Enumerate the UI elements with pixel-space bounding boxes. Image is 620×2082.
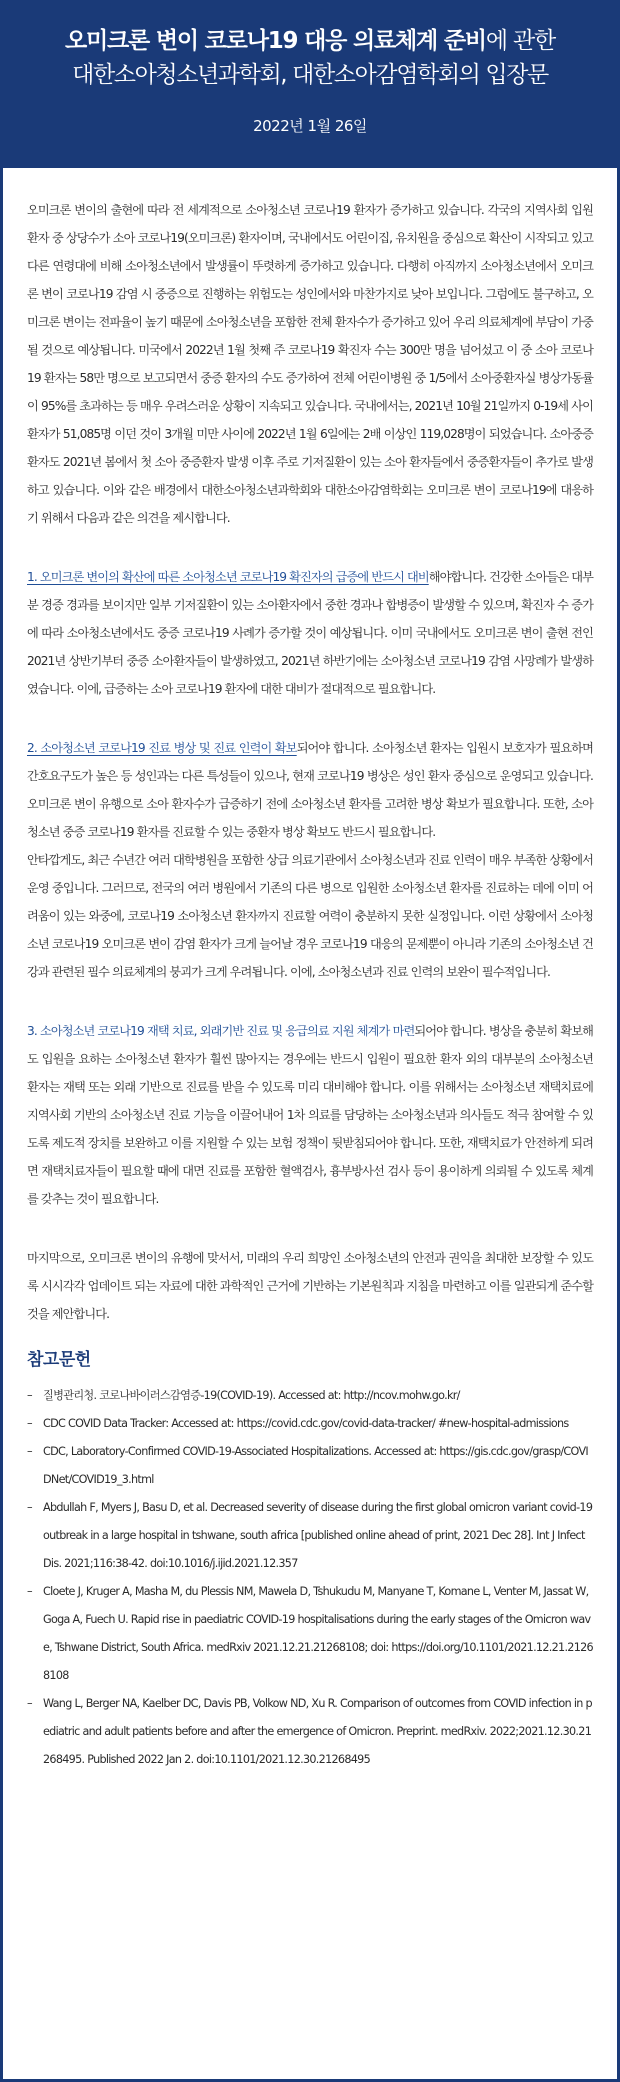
- references-list: [27, 1382, 593, 1774]
- section-3-tail: 되어야: [414, 1024, 447, 1038]
- section-3-body: 합니다. 병상을 충분히 확보해도 입원을 요하는 소아청소년 환자가 훨씬 많아지는 경우에는 반드시 입원이 필요한 환자 외의 대부분의 소아청소년 환자는 재택 또는 외래 기반으로 진료를 받을 수 있도록 미리 대비해야 합니다. 이를 위해서는 소아청소년 재택치료에 지역사회 기반의 소아청소년 진료 기능을 이끌어내어 1차 의료를 담당하는 소아청소년과 의사들도 적극 참여할 수 있도록 제도적 장치를 보완하고 이를 지원할 수 있는 보험 정책이 뒷받침되어야 합니다. 또한, 재택치료가 안전하게 되려면 재택치료자들이 필요할 때에 대면 진료를 포함한 혈액검사, 흉부방사선 검사 등이 용이하게 의뢰될 수 있도록 체계를 갖추는 것이 필요합니다.: [27, 1024, 593, 1206]
- section-2-heading: 2. 소아청소년 코로나19 진료 병상 및 진료 인력이 확보: [27, 741, 297, 755]
- section-1-tail: 해야: [428, 570, 451, 584]
- header-banner: [0, 0, 620, 168]
- reference-item: – CDC, Laboratory-Confirmed COVID-19-Associated Hospitalizations. Accessed at: https://gis.cdc.gov/grasp/COVIDNet/COVID19_3.html: [27, 1445, 588, 1486]
- page-title-line2: 대한소아청소년과학회, 대한소아감염학회의 입장문: [72, 62, 548, 88]
- title-rest: 에 관한: [485, 28, 556, 54]
- section-2-body-2: 안타깝게도, 최근 수년간 여러 대학병원을 포함한 상급 의료기관에서 소아청소년과 진료 인력이 매우 부족한 상황에서 운영 중입니다. 그러므로, 전국의 여러 병원에서 기존의 다른 병으로 입원한 소아청소년 환자를 진료하는 데에 이미 어려움이 있는 와중에, 코로나19 소아청소년 환자까지 진료할 여력이 충분하지 못한 실정입니다. 이런 상황에서 소아청소년 코로나19 오미크론 변이 감염 환자가 크게 늘어날 경우 코로나19 대응의 문제뿐이 아니라 기존의 소아청소년 건강과 관련된 필수 의료체계의 붕괴가 크게 우려됩니다. 이에, 소아청소년과 진료 인력의 보완이 필수적입니다.: [27, 853, 593, 979]
- section-3-heading: 3. 소아청소년 코로나19 재택 치료, 외래기반 진료 및 응급의료 지원 체계가 마련: [27, 1024, 415, 1038]
- section-2-body: 소아청소년 환자는 입원시 보호자가 필요하며 간호요구도가 높은 등 성인과는 다른 특성들이 있으나, 현재 코로나19 병상은 성인 환자 중심으로 운영되고 있습니다. 오미크론 변이 유행으로 소아 환자수가 급증하기 전에 소아청소년 환자를 고려한 병상 확보가 필요합니다. 또한, 소아청소년 중증 코로나19 환자를 진료할 수 있는 중환자 병상 확보도 반드시 필요합니다.: [27, 741, 594, 839]
- section-2-tail: 되어야 합니다.: [296, 741, 369, 755]
- page-title-line1: [0, 24, 620, 58]
- section-1: [27, 563, 593, 703]
- references-title: 참고문헌: [27, 1350, 91, 1370]
- title-bold: 오미크론 변이 코로나19 대응 의료체계 준비: [64, 28, 486, 54]
- reference-item: – CDC COVID Data Tracker: Accessed at: https://covid.cdc.gov/covid-data-tracker/ #new-hospital-admissions: [27, 1417, 569, 1430]
- closing-paragraph: 마지막으로, 오미크론 변이의 유행에 맞서서, 미래의 우리 희망인 소아청소년의 안전과 권익을 최대한 보장할 수 있도록 시시각각 업데이트 되는 자료에 대한 과학적인 근거에 기반하는 기본원칙과 지침을 마련하고 이를 일관되게 준수할 것을 제안합니다.: [27, 1251, 593, 1321]
- reference-item: – Wang L, Berger NA, Kaelber DC, Davis PB, Volkow ND, Xu R. Comparison of outcomes from COVID infection in pediatric and adult patients before and after the emergence of Omicron. Preprint. medRxiv. 2022;2021.12.30.21268495. Published 2022 Jan 2. doi:10.1101/2021.12.30.21268495: [27, 1697, 592, 1766]
- reference-item: – 질병관리청. 코로나바이러스감염증-19(COVID-19). Accessed at: http://ncov.mohw.go.kr/: [27, 1389, 460, 1402]
- reference-item: – Cloete J, Kruger A, Masha M, du Plessis NM, Mawela D, Tshukudu M, Manyane T, Komane L, Venter M, Jassat W, Goga A, Fuech U. Rapid rise in paediatric COVID-19 hospitalisations during the early stages of the Omicron wave, Tshwane District, South Africa. medRxiv 2021.12.21.21268108; doi: https://doi.org/10.1101/2021.12.21.21268108: [27, 1585, 593, 1682]
- section-3: [27, 1017, 593, 1213]
- reference-item: – Abdullah F, Myers J, Basu D, et al. Decreased severity of disease during the first global omicron variant covid-19 outbreak in a large hospital in tshwane, south africa [published online ahead of print, 2021 Dec 28]. Int J Infect Dis. 2021;116:38-42. doi:10.1016/j.ijid.2021.12.357: [27, 1501, 593, 1570]
- section-1-body: 합니다. 건강한 소아들은 대부분 경증 경과를 보이지만 일부 기저질환이 있는 소아환자에서 중한 경과나 합병증이 발생할 수 있으며, 확진자 수 증가에 따라 소아청소년에서도 중증 코로나19 사례가 증가할 것이 예상됩니다. 이미 국내에서도 오미크론 변이 출현 전인 2021년 상반기부터 중증 소아환자들이 발생하였고, 2021년 하반기에는 소아청소년 코로나19 감염 사망례가 발생하였습니다. 이에, 급증하는 소아 코로나19 환자에 대한 대비가 절대적으로 필요합니다.: [27, 570, 594, 696]
- statement-body: [27, 196, 593, 1774]
- intro-paragraph: 오미크론 변이의 출현에 따라 전 세계적으로 소아청소년 코로나19 환자가 증가하고 있습니다. 각국의 지역사회 입원환자 중 상당수가 소아 코로나19(오미크론) 환자이며, 국내에서도 어린이집, 유치원을 중심으로 확산이 시작되고 있고 다른 연령대에 비해 소아청소년에서 발생률이 뚜렷하게 증가하고 있습니다. 다행히 아직까지 소아청소년에서 오미크론 변이 코로나19 감염 시 중증으로 진행하는 위험도는 성인에서와 마찬가지로 낮아 보입니다. 그럼에도 불구하고, 오미크론 변이는 전파율이 높기 때문에 소아청소년을 포함한 전체 환자수가 증가하고 있어 우리 의료체계에 부담이 가중될 것으로 예상됩니다. 미국에서 2022년 1월 첫째 주 코로나19 확진자 수는 300만 명을 넘어섰고 이 중 소아 코로나19 환자는 58만 명으로 보고되면서 중증 환자의 수도 증가하여 전체 어린이병원 중 1/5에서 소아중환자실 병상가동률이 95%를 초과하는 등 매우 우려스러운 상황이 지속되고 있습니다. 국내에서는, 2021년 10월 21일까지 0-19세 사이 환자가 51,085명 이던 것이 3개월 미만 사이에 2022년 1월 6일에는 2배 이상인 119,028명이 되었습니다. 소아중증 환자도 2021년 봄에서 첫 소아 중증환자 발생 이후 주로 기저질환이 있는 소아 환자들에서 중증환자들이 추가로 발생하고 있습니다. 이와 같은 배경에서 대한소아청소년과학회와 대한소아감염학회는 오미크론 변이 코로나19에 대응하기 위해서 다음과 같은 의견을 제시합니다.: [27, 203, 593, 525]
- statement-date: 2022년 1월 26일: [253, 117, 367, 135]
- section-2: [27, 734, 593, 846]
- section-1-heading: 1. 오미크론 변이의 확산에 따른 소아청소년 코로나19 확진자의 급증에 반드시 대비: [27, 570, 429, 584]
